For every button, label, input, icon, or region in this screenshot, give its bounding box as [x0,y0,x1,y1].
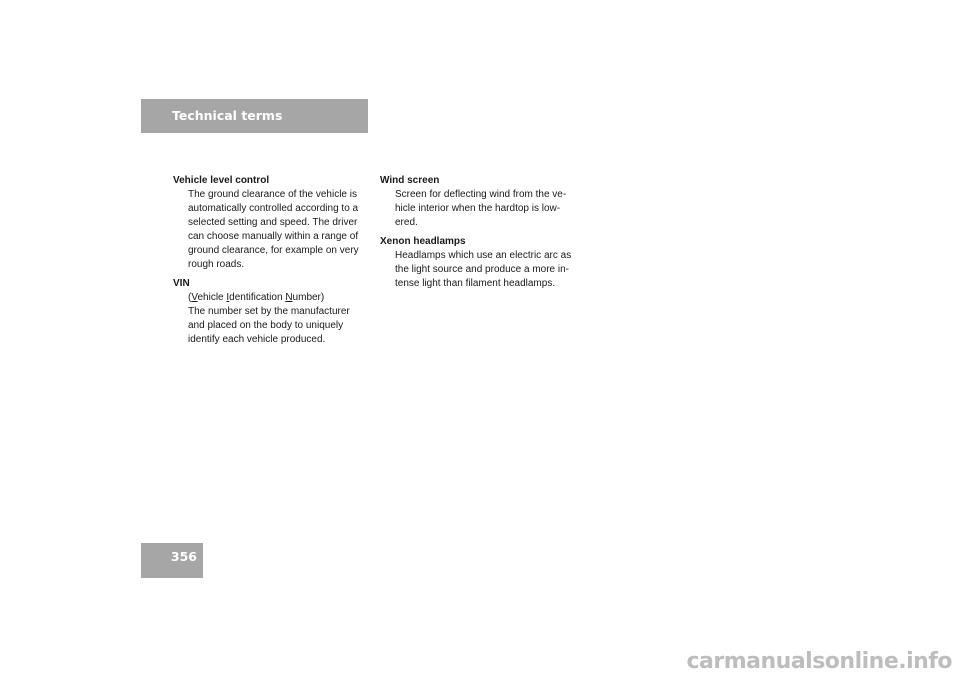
glossary-entry-wind-screen [380,174,585,230]
watermark: carmanualsonline.info [686,649,952,674]
glossary-entry-vin [173,277,369,347]
vin-paren-open: ( [188,292,192,303]
vin-letter-v: V [191,292,198,303]
glossary-entry-xenon-headlamps [380,235,585,291]
term-xenon-headlamps: Xenon headlamps [380,236,466,247]
term-wind-screen: Wind screen [380,175,440,186]
vin-word-vehicle: ehicle [197,292,227,303]
vin-word-number: umber) [292,292,325,303]
page-number-box [141,543,203,578]
definition-vin: The number set by the manufacturer and placed on the body to uniquely identify each vehicle produced. [188,306,350,345]
left-column [173,174,369,352]
section-header-bar [141,99,368,133]
term-vehicle-level-control: Vehicle level control [173,175,270,186]
definition-vehicle-level-control: The ground clearance of the vehicle is automatically controlled according to a selected setting and speed. The driver can choose manually within a range of ground clearance, for example on very rough roads. [188,189,359,270]
definition-xenon-headlamps: Headlamps which use an electric arc as the light source and produce a more in- tense light than filament headlamps. [395,250,572,289]
vin-expansion [173,291,369,305]
vin-letter-n: N [285,292,293,303]
vin-letter-i: I [226,292,230,303]
term-vin: VIN [173,278,190,289]
glossary-entry-vehicle-level-control [173,174,369,272]
right-column [380,174,585,296]
page-number: 356 [170,549,197,564]
section-title: Technical terms [172,108,283,123]
vin-word-identification: dentification [229,292,286,303]
definition-wind-screen: Screen for deflecting wind from the ve- hicle interior when the hardtop is low- ered. [395,189,567,228]
